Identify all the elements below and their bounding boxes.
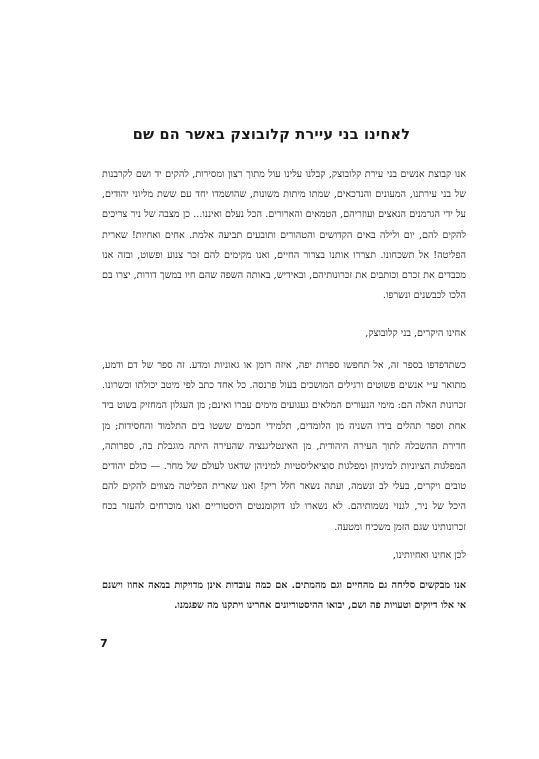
page-number: 7 (100, 637, 108, 650)
closing-paragraph: אנו מבקשים סליחה גם מהחיים וגם מהמתים. אם כמה עובדות אינן מדויקות במאה אחוז וישנם אי אלו דיוקים וטעויות פה ושם, יבואו ההיסטוריונים אחרינו ויתקנו מה שפגמנו. (102, 580, 466, 612)
salutation-line: אחינו היקרים, בני קלובוצק, (365, 328, 466, 339)
intro-paragraph: אנו קבוצת אנשים בני עירת קלובוצק, קבלנו עלינו עול מתוך רצון ומסירות, להקים יד ושם לקרבנות של בני עירתנו, המעונים והנדכאים, שמתו מיתות משונות, שהושמדו יחד עם ששת מליוני יהודים, על ידי הגרמנים הנאצים ועוזריהם, הטמאים והארורים. הכל נעלם ואיננו... כן מצבה של ניר צריכים להקים להם, יום ולילה באים הקדושים והטהורים ותובעים תביעה אלמת. אחים ואחיות! שארית הפליטה! אל תשכחונו. תצררו אותנו בצרור החיים, ואנו מקימים להם זכר צנוע ופשוט, ובזה אנו מכבדים את זכרם וכותבים את זכרונותיהם, ובאידיש, באותה השפה שהם חיו במשך דורות, יצרו בם הלכו לכבשנים ונשרפו. (102, 169, 466, 302)
body-paragraph: כשתדפדפו בספר זה, אל תחפשו ספרות יפה, איזה רומן או גאוניות ומדע. זה ספר של דם ודמע, מתואר ע״י אנשים פשוטים ורגילים המושכים בעול פרנסה. כל אחד כתב לפי מיטב יכולתו וכשרונו. זכרונות האלה הם: מימי הנעורים המלאים געגועים מימים עברו ואינם; מן העגלון המחזיק בשוט ביד אחת וספר תהלים בידו השניה מן הלומדים, תלמידי חכמים ששטו בים התלמוד והחסידות; מן חדירת ההשכלה לתוך העירה היהודית, מן האינטליגנציה שהעירה היתה מוגבלת בה, ספרותה, המפלגות הציוניות למיניהן ומפלגות סוציאליסטיות למיניהן שדאגו לעולם של מחר. — כולם יהודים טובים ויקרים, בעלי לב ונשמה, ועתה נשאר חלל ריק! ואנו שארית הפליטה מצווים להקים להם היכל של ניר, לגנזי נשמותיהם. לא נשארו לנו דוקומנטים היסטוריים ואנו מוכרחים להעזר בכח זכרונותינו שגם הזמן משכיח ומטעה. (102, 360, 466, 533)
page-title: לאחינו בני עיירת קלובוצק באשר הם שם (132, 127, 411, 143)
closing-salutation-line: לכן אחינו ואחיותינו, (392, 550, 466, 561)
